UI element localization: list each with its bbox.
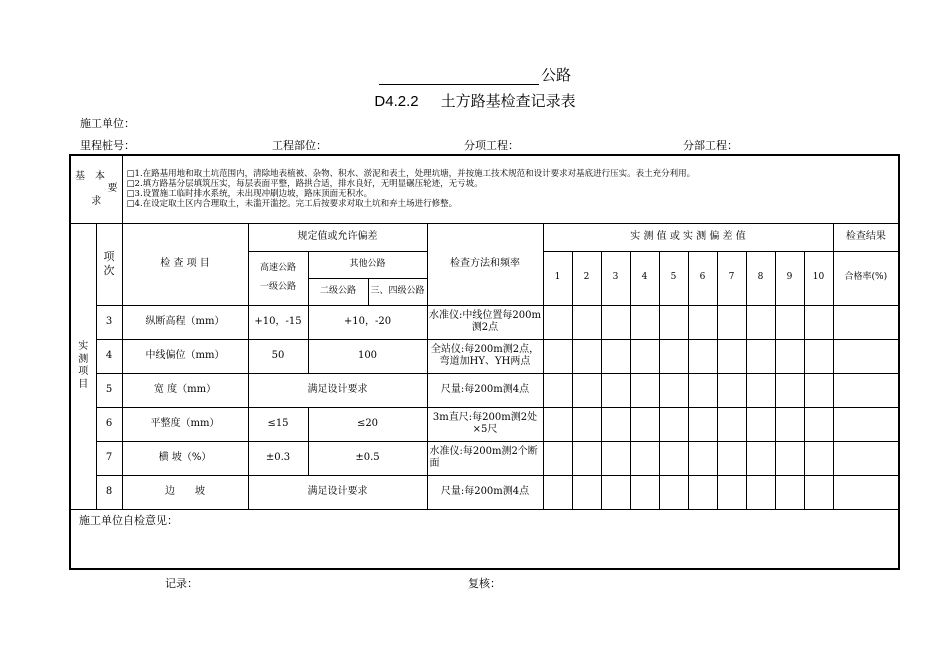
row-high-spec: 50 [248, 339, 308, 373]
requirement-item: □2.填方路基分层填筑压实，每层表面平整，路拱合适，排水良好，无明显碾压轮迹，无亏坡。 [126, 179, 483, 190]
row-seq: 6 [96, 407, 122, 441]
second-class-header: 二级公路 [308, 278, 368, 305]
measure-cell[interactable] [572, 475, 601, 509]
row-item: 中线偏位（mm） [122, 339, 248, 373]
measure-cell[interactable] [601, 441, 630, 475]
measure-cell[interactable] [572, 407, 601, 441]
measure-cell[interactable] [746, 373, 775, 407]
measure-cell[interactable] [804, 305, 833, 339]
basic-requirements-label: 基 本 要 求 [70, 155, 122, 223]
measure-cell[interactable] [659, 305, 688, 339]
station-label: 里程桩号： [80, 139, 135, 152]
measure-cell[interactable] [630, 407, 659, 441]
measure-cell[interactable] [543, 373, 572, 407]
result-header: 检查结果 [833, 223, 899, 251]
table-row [70, 475, 899, 509]
measure-cell[interactable] [543, 407, 572, 441]
measure-cell[interactable] [688, 407, 717, 441]
row-seq: 8 [96, 475, 122, 509]
measure-cell[interactable] [601, 305, 630, 339]
division-label: 分部工程： [683, 139, 738, 152]
form-title-text: 土方路基检查记录表 [440, 93, 576, 110]
num-3: 3 [601, 251, 630, 305]
measure-cell[interactable] [746, 475, 775, 509]
unit-label: 施工单位： [80, 117, 135, 130]
row-item: 边 坡 [122, 475, 248, 509]
row-seq: 3 [96, 305, 122, 339]
row-method: 水准仪:每200m测2个断面 [427, 441, 543, 475]
measure-cell[interactable] [572, 373, 601, 407]
row-method: 尺量:每200m测4点 [427, 475, 543, 509]
measure-cell[interactable] [601, 373, 630, 407]
pass-rate-cell[interactable] [833, 305, 899, 339]
row-other-spec: 100 [308, 339, 427, 373]
num-9: 9 [775, 251, 804, 305]
measure-cell[interactable] [572, 441, 601, 475]
requirement-item: □4.在设定取土区内合理取土，未滥开滥挖。完工后按要求对取土坑和弃土场进行修整。 [126, 199, 458, 210]
measure-cell[interactable] [601, 475, 630, 509]
measure-cell[interactable] [804, 373, 833, 407]
measure-cell[interactable] [630, 475, 659, 509]
measure-cell[interactable] [717, 305, 746, 339]
measure-cell[interactable] [746, 407, 775, 441]
measure-cell[interactable] [775, 305, 804, 339]
measure-cell[interactable] [659, 441, 688, 475]
measure-cell[interactable] [543, 339, 572, 373]
basic-requirements-text [122, 155, 899, 223]
num-10: 10 [804, 251, 833, 305]
measured-items-label: 实 测 项 目 [70, 223, 96, 509]
spec-header: 规定值或允许偏差 [248, 223, 427, 251]
review-label: 复核： [468, 577, 501, 590]
row-spec-merged: 满足设计要求 [248, 475, 427, 509]
form-title [0, 90, 950, 111]
measure-cell[interactable] [659, 407, 688, 441]
measure-cell[interactable] [746, 305, 775, 339]
row-method: 3m直尺:每200m测2处×5尺 [427, 407, 543, 441]
pass-rate-header: 合格率(%) [833, 251, 899, 305]
row-seq: 5 [96, 373, 122, 407]
row-spec-merged: 满足设计要求 [248, 373, 427, 407]
num-7: 7 [717, 251, 746, 305]
part-label: 工程部位： [272, 139, 327, 152]
measure-cell[interactable] [804, 339, 833, 373]
measure-cell[interactable] [543, 441, 572, 475]
measure-cell[interactable] [746, 441, 775, 475]
third-fourth-header: 三、四级公路 [368, 278, 427, 305]
road-suffix: 公路 [540, 67, 571, 84]
measure-cell[interactable] [688, 339, 717, 373]
measure-cell[interactable] [775, 441, 804, 475]
measure-cell[interactable] [775, 407, 804, 441]
table-row [70, 373, 899, 407]
measure-cell[interactable] [630, 339, 659, 373]
row-high-spec: +10，-15 [248, 305, 308, 339]
measure-cell[interactable] [804, 407, 833, 441]
other-highway-header: 其他公路 [308, 251, 427, 278]
measure-cell[interactable] [775, 339, 804, 373]
pass-rate-cell[interactable] [833, 407, 899, 441]
row-other-spec: ±0.5 [308, 441, 427, 475]
measure-cell[interactable] [775, 373, 804, 407]
header-row-1 [70, 223, 899, 251]
measure-cell[interactable] [572, 305, 601, 339]
row-method: 尺量:每200m测4点 [427, 373, 543, 407]
num-5: 5 [659, 251, 688, 305]
measure-cell[interactable] [630, 373, 659, 407]
record-label: 记录： [165, 577, 198, 590]
self-check-row [70, 509, 899, 569]
row-high-spec: ≤15 [248, 407, 308, 441]
pass-rate-cell[interactable] [833, 475, 899, 509]
num-8: 8 [746, 251, 775, 305]
measure-cell[interactable] [717, 339, 746, 373]
item-header: 检 查 项 目 [122, 223, 248, 305]
measure-cell[interactable] [688, 305, 717, 339]
row-item: 宽 度（mm） [122, 373, 248, 407]
road-name-line [0, 64, 950, 85]
row-other-spec: ≤20 [308, 407, 427, 441]
row-item: 纵断高程（mm） [122, 305, 248, 339]
measure-cell[interactable] [688, 475, 717, 509]
measure-cell[interactable] [601, 339, 630, 373]
form-code: D4.2.2 [374, 93, 419, 110]
basic-requirements-row [70, 155, 899, 223]
measure-cell[interactable] [746, 339, 775, 373]
num-4: 4 [630, 251, 659, 305]
measure-cell[interactable] [688, 373, 717, 407]
highway-header [248, 251, 308, 305]
requirement-item: □1.在路基用地和取土坑范围内，清除地表植被、杂物、积水、淤泥和表土，处理坑塘，并按施工技术规范和设计要求对基底进行压实。表土充分利用。 [126, 169, 696, 180]
row-high-spec: ±0.3 [248, 441, 308, 475]
num-1: 1 [543, 251, 572, 305]
method-header: 检查方法和频率 [427, 223, 543, 305]
measure-cell[interactable] [775, 475, 804, 509]
pass-rate-cell[interactable] [833, 441, 899, 475]
table-row [70, 339, 899, 373]
measure-cell[interactable] [543, 475, 572, 509]
row-seq: 7 [96, 441, 122, 475]
subitem-label: 分项工程： [464, 139, 519, 152]
seq-header: 项 次 [96, 223, 122, 305]
requirement-item: □3.设置施工临时排水系统，未出现冲刷边坡，路床顶面无积水。 [126, 189, 373, 200]
deviation-header: 实 测 值 或 实 测 偏 差 值 [543, 223, 833, 251]
measure-cell[interactable] [717, 373, 746, 407]
highway-label: 高速公路 [259, 262, 296, 273]
row-other-spec: +10，-20 [308, 305, 427, 339]
measure-cell[interactable] [717, 441, 746, 475]
measure-cell[interactable] [717, 407, 746, 441]
self-check-field[interactable] [70, 509, 899, 569]
measure-cell[interactable] [717, 475, 746, 509]
measure-cell[interactable] [659, 339, 688, 373]
num-2: 2 [572, 251, 601, 305]
measure-cell[interactable] [630, 305, 659, 339]
measure-cell[interactable] [601, 407, 630, 441]
num-6: 6 [688, 251, 717, 305]
self-check-label: 施工单位自检意见： [79, 513, 178, 527]
inspection-table [69, 154, 900, 570]
table-row [70, 305, 899, 339]
road-name-blank[interactable] [379, 70, 539, 85]
row-method: 水准仪:中线位置每200m 测2点 [427, 305, 543, 339]
table-row [70, 407, 899, 441]
measure-cell[interactable] [804, 475, 833, 509]
measure-cell[interactable] [572, 339, 601, 373]
pass-rate-cell[interactable] [833, 373, 899, 407]
measure-cell[interactable] [804, 441, 833, 475]
measure-cell[interactable] [688, 441, 717, 475]
row-seq: 4 [96, 339, 122, 373]
row-method: 全站仪:每200m测2点，弯道加HY、YH两点 [427, 339, 543, 373]
measure-cell[interactable] [659, 373, 688, 407]
table-row [70, 441, 899, 475]
measure-cell[interactable] [630, 441, 659, 475]
row-item: 平整度（mm） [122, 407, 248, 441]
row-item: 横 坡（%） [122, 441, 248, 475]
pass-rate-cell[interactable] [833, 339, 899, 373]
measure-cell[interactable] [659, 475, 688, 509]
first-class-label: 一级公路 [259, 282, 296, 292]
